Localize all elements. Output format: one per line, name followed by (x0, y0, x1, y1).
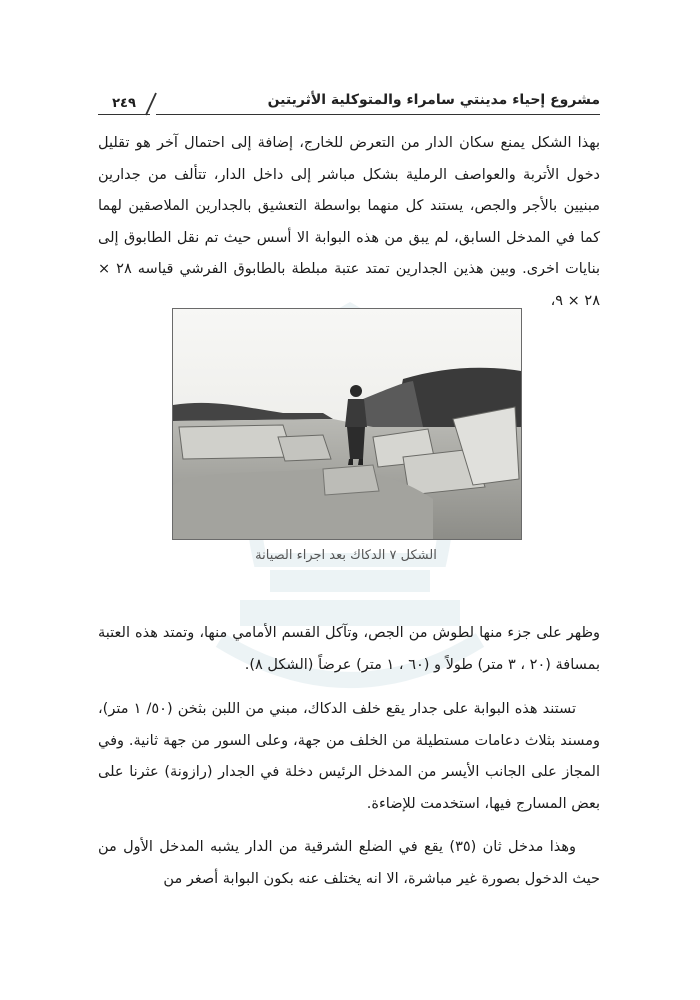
paragraph-2-text: وظهر على جزء منها لطوش من الجص، وتآكل القسم الأمامي منها، وتمتد هذه العتبة بمسافة (٢٠ ، ٣ متر) طولاً و (٦٠ ، ١ متر) عرضاً (الشكل ٨). (98, 625, 600, 673)
paragraph-2 (98, 618, 600, 681)
figure-photo (172, 308, 522, 540)
paragraph-4-text: وهذا مدخل ثان (٣٥) يقع في الضلع الشرقية من الدار يشبه المدخل الأول من حيث الدخول بصورة غير مباشرة، الا انه يختلف عنه بكون البوابة أصغر من (98, 839, 600, 887)
running-header (98, 92, 600, 116)
paragraph-1 (98, 128, 600, 317)
figure-caption: الشكل ٧ الدكاك بعد اجراء الصيانة (255, 548, 437, 563)
page-number: ٢٤٩ (98, 94, 150, 115)
header-title: مشروع إحياء مدينتي سامراء والمتوكلية الأثريتين (267, 92, 600, 108)
paragraph-3-text: تستند هذه البوابة على جدار يقع خلف الدكاك، مبني من اللبن بثخن (٥٠/ ١ متر)، ومسند بثلاث دعامات مستطيلة من الخلف من جهة، وعلى السور من جهة ثانية. وفي المجاز على الجانب الأيسر من المدخل الرئيس دخلة في الجدار (رازونة) عثرنا على بعض المسارج فيها، استخدمت للإضاءة. (98, 701, 600, 812)
paragraph-3 (98, 694, 600, 820)
paragraph-1-text: بهذا الشكل يمنع سكان الدار من التعرض للخارج، إضافة إلى احتمال آخر هو تقليل دخول الأتربة والعواصف الرملية بشكل مباشر إلى داخل الدار، تتألف من جدارين مبنيين بالأجر والجص، يستند كل منهما بواسطة التعشيق بالجدارين الملاصقين لهما كما في المدخل السابق، لم يبق من هذه البوابة الا أسس حيث تم نقل الطابوق إلى بنايات اخرى. وبين هذين الجدارين تمتد عتبة مبلطة بالطابوق الفرشي قياسه ٢٨ × ٢٨ × ٩، (98, 135, 600, 309)
header-rule (156, 114, 600, 115)
paragraph-4 (98, 832, 600, 895)
excavation-photo (173, 309, 521, 539)
